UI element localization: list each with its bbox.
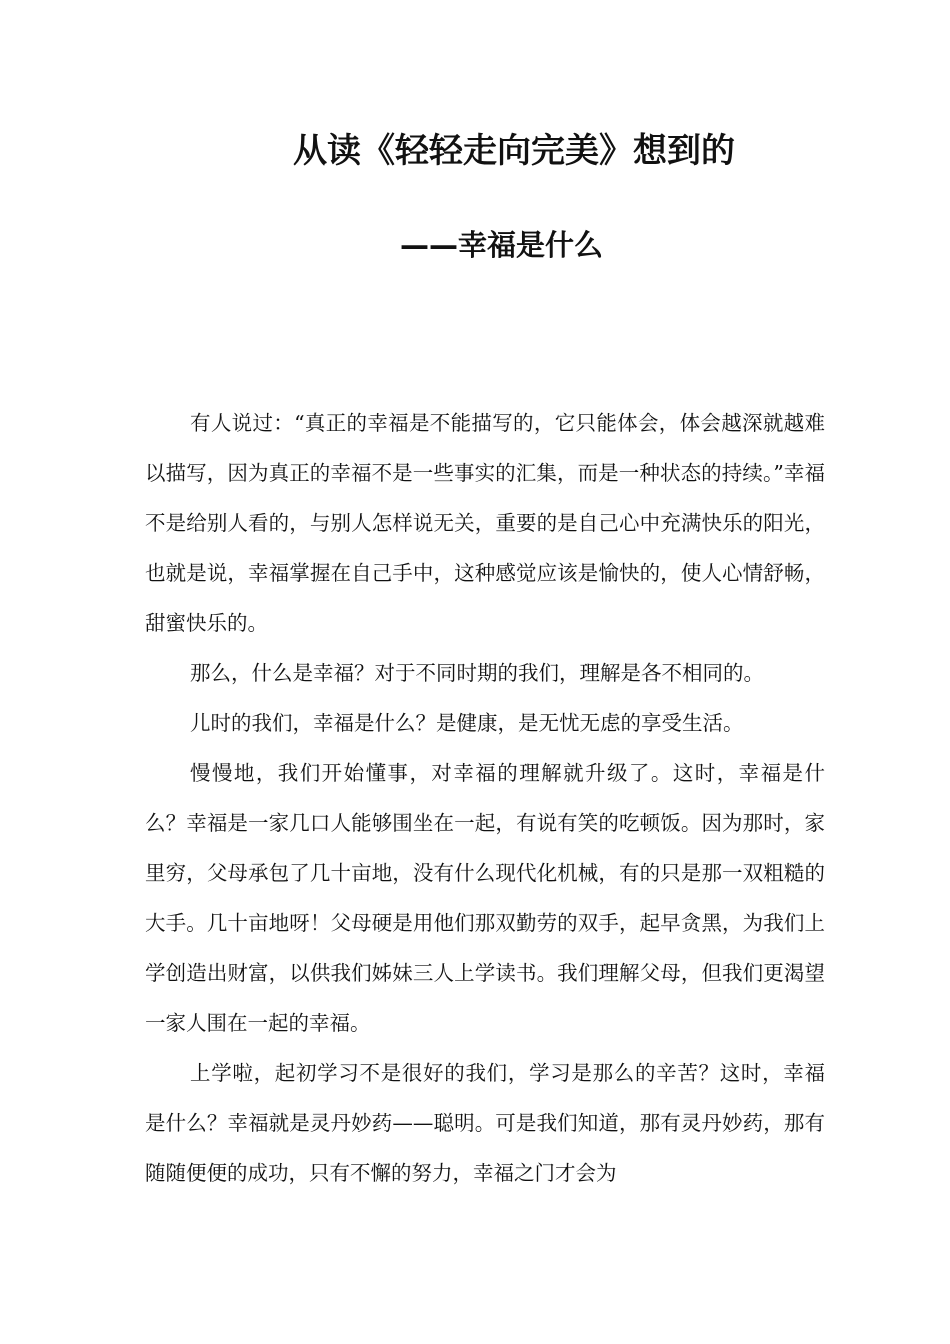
paragraph: 慢慢地，我们开始懂事，对幸福的理解就升级了。这时，幸福是什么？幸福是一家几口人能够围坐在一起，有说有笑的吃顿饭。因为那时，家里穷，父母承包了几十亩地，没有什么现代化机械，有的只是那一双粗糙的大手。几十亩地呀！父母硬是用他们那双勤劳的双手，起早贪黑，为我们上学创造出财富，以供我们姊妹三人上学读书。我们理解父母，但我们更渴望一家人围在一起的幸福。: [145, 761, 825, 1035]
paragraph: 有人说过：“真正的幸福是不能描写的，它只能体会，体会越深就越难以描写，因为真正的幸福不是一些事实的汇集，而是一种状态的持续。”幸福不是给别人看的，与别人怎样说无关，重要的是自己心中充满快乐的阳光，也就是说，幸福掌握在自己手中，这种感觉应该是愉快的，使人心情舒畅，甜蜜快乐的。: [145, 411, 825, 635]
paragraph: 上学啦，起初学习不是很好的我们，学习是那么的辛苦？这时，幸福是什么？幸福就是灵丹妙药——聪明。可是我们知道，那有灵丹妙药，那有随随便便的成功，只有不懈的努力，幸福之门才会为: [145, 1061, 825, 1185]
paragraph: 那么，什么是幸福？对于不同时期的我们，理解是各不相同的。: [190, 661, 764, 685]
paragraph: 儿时的我们，幸福是什么？是健康，是无忧无虑的享受生活。: [190, 711, 744, 735]
document-body: [145, 398, 825, 1198]
document-subtitle: ——幸福是什么: [400, 228, 604, 262]
document-title: 从读《轻轻走向完美》想到的: [293, 131, 735, 171]
